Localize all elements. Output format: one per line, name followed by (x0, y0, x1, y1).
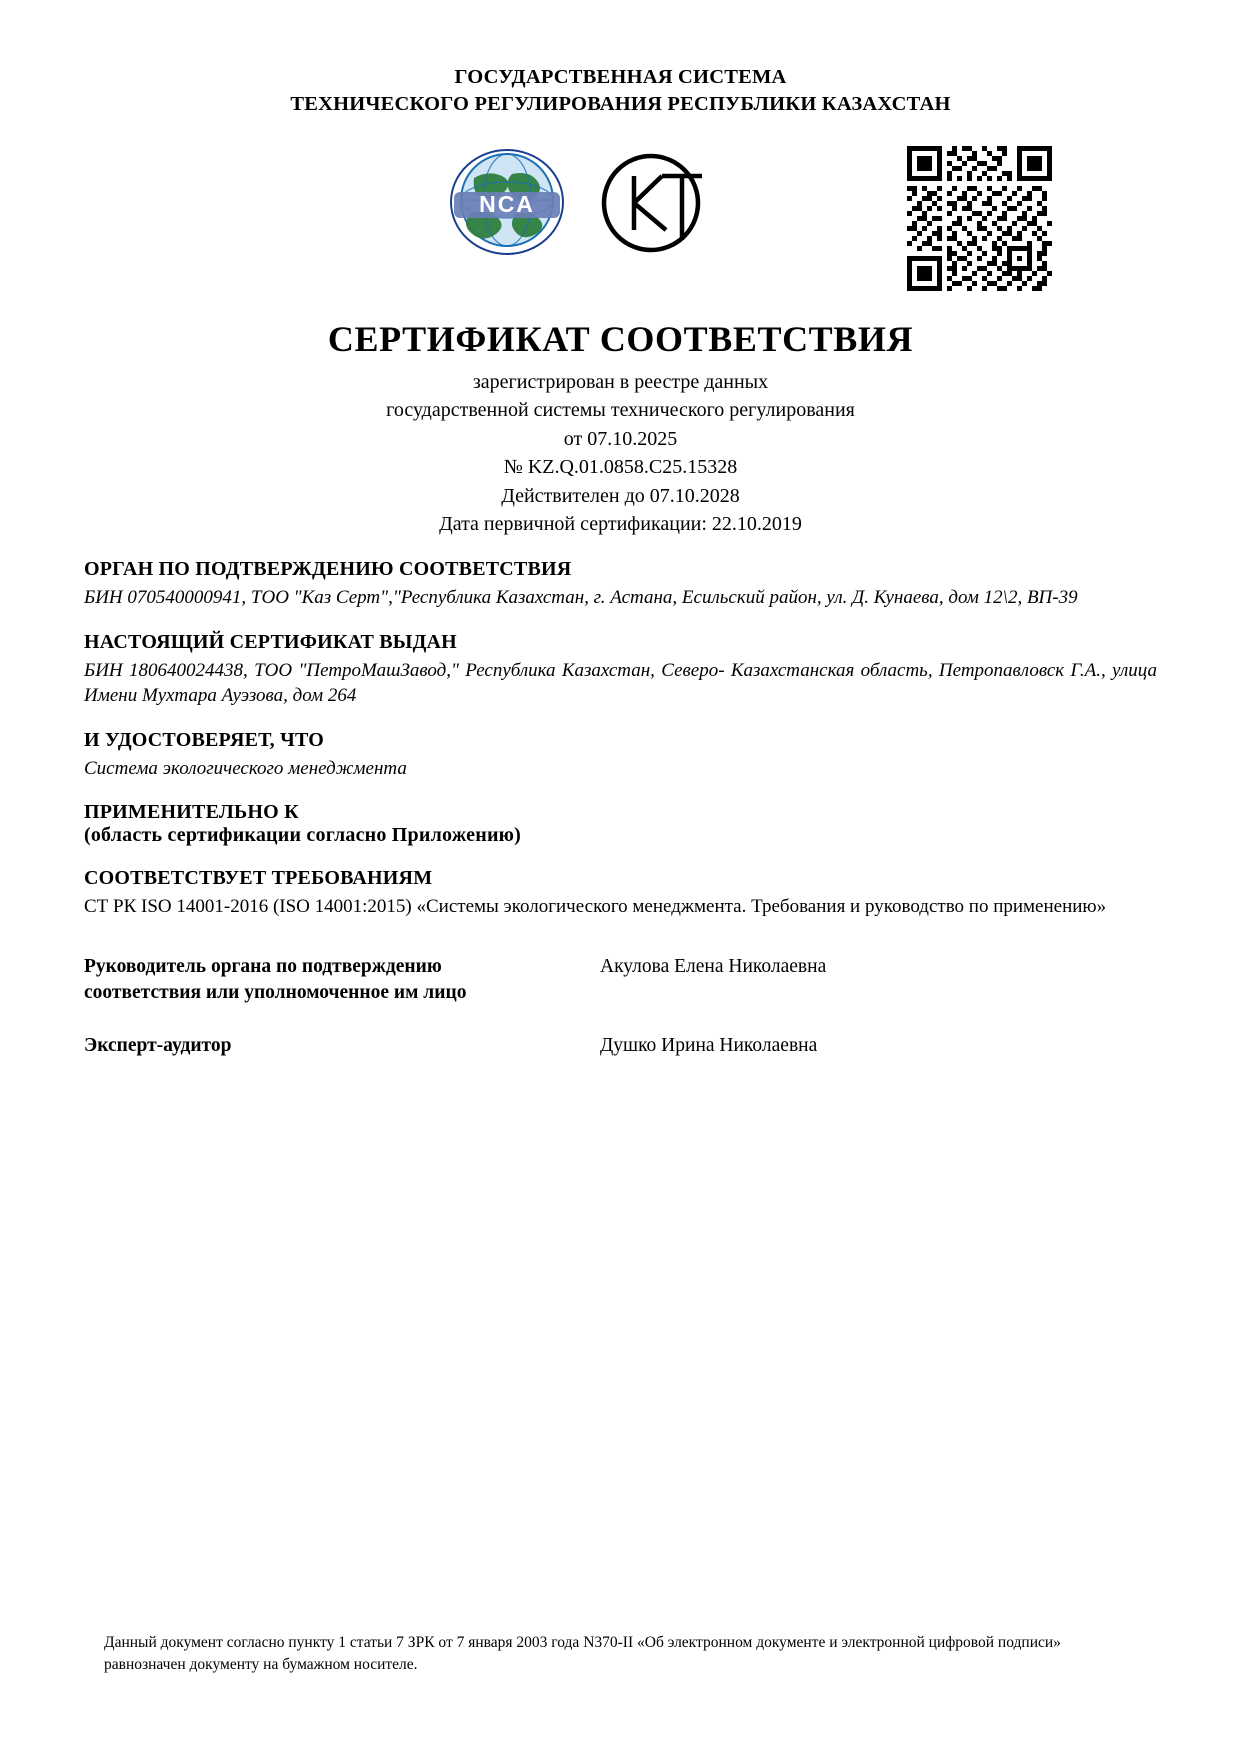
section-certifies (84, 729, 1157, 781)
signature-row-auditor (84, 1033, 1157, 1060)
head-role-line-1: Руководитель органа по подтверждению (84, 955, 442, 977)
section-applicable (84, 801, 1157, 847)
head-name: Акулова Елена Николаевна (600, 955, 827, 977)
issued-to-details: БИН 180640024438, ТОО "ПетроМашЗавод," Республика Казахстан, Северо- Казахстанская область, Петропавловск Г.А., улица Имени Мухтара Ауэзова, дом 264 (84, 659, 1157, 707)
auditor-role: Эксперт-аудитор (84, 1034, 232, 1056)
footer-line-2: равнозначен документу на бумажном носителе. (104, 1656, 418, 1673)
section-heading-applicable: ПРИМЕНИТЕЛЬНО К (84, 801, 299, 824)
section-requirements (84, 867, 1157, 919)
registration-block (84, 368, 1157, 538)
document-header (84, 0, 1157, 118)
kt-mark-icon (596, 148, 714, 258)
section-certification-body (84, 558, 1157, 610)
logos-row (84, 146, 1157, 296)
certificate-number: № KZ.Q.01.0858.C25.15328 (503, 456, 738, 479)
header-line-2: ТЕХНИЧЕСКОГО РЕГУЛИРОВАНИЯ РЕСПУБЛИКИ КАЗАХСТАН (290, 93, 951, 116)
head-role-line-2: соответствия или уполномоченное им лицо (84, 982, 467, 1004)
qr-code-icon (907, 146, 1052, 291)
signature-row-head (84, 954, 1157, 1007)
section-heading-requirements: СООТВЕТСТВУЕТ ТРЕБОВАНИЯМ (84, 867, 433, 890)
first-certification-date: Дата первичной сертификации: 22.10.2019 (439, 513, 802, 536)
registration-line-2: государственной системы технического регулирования (386, 399, 855, 422)
section-issued-to (84, 631, 1157, 709)
svg-text:NCA: NCA (479, 191, 535, 218)
requirements-text: СТ РК ISO 14001-2016 (ISO 14001:2015) «Системы экологического менеджмента. Требования и руководство по применению» (84, 896, 1107, 918)
certifies-text: Система экологического менеджмента (84, 757, 407, 779)
auditor-name: Душко Ирина Николаевна (600, 1034, 818, 1056)
footer-line-1: Данный документ согласно пункту 1 статьи 7 ЗРК от 7 января 2003 года N370-II «Об электронном документе и электронной цифровой подписи» (104, 1634, 1061, 1651)
page-title: СЕРТИФИКАТ СООТВЕТСТВИЯ (327, 319, 914, 360)
section-heading-organ: ОРГАН ПО ПОДТВЕРЖДЕНИЮ СООТВЕТСТВИЯ (84, 558, 572, 581)
head-role (84, 954, 584, 1007)
signature-block (84, 954, 1157, 1060)
registration-line-1: зарегистрирован в реестре данных (472, 371, 769, 394)
valid-until: Действителен до 07.10.2028 (501, 484, 740, 507)
applicable-scope-text: (область сертификации согласно Приложению) (84, 824, 522, 847)
nca-logo-icon (434, 148, 580, 256)
section-heading-certifies: И УДОСТОВЕРЯЕТ, ЧТО (84, 728, 324, 751)
document-footer (84, 1632, 1157, 1676)
section-heading-issued: НАСТОЯЩИЙ СЕРТИФИКАТ ВЫДАН (84, 630, 457, 653)
organ-details: БИН 070540000941, ТОО "Каз Серт","Республика Казахстан, г. Астана, Есильский район, ул. Д. Кунаева, дом 12\2, ВП-39 (84, 587, 1078, 609)
registration-date: от 07.10.2025 (563, 427, 678, 450)
header-line-1: ГОСУДАРСТВЕННАЯ СИСТЕМА (454, 66, 787, 88)
